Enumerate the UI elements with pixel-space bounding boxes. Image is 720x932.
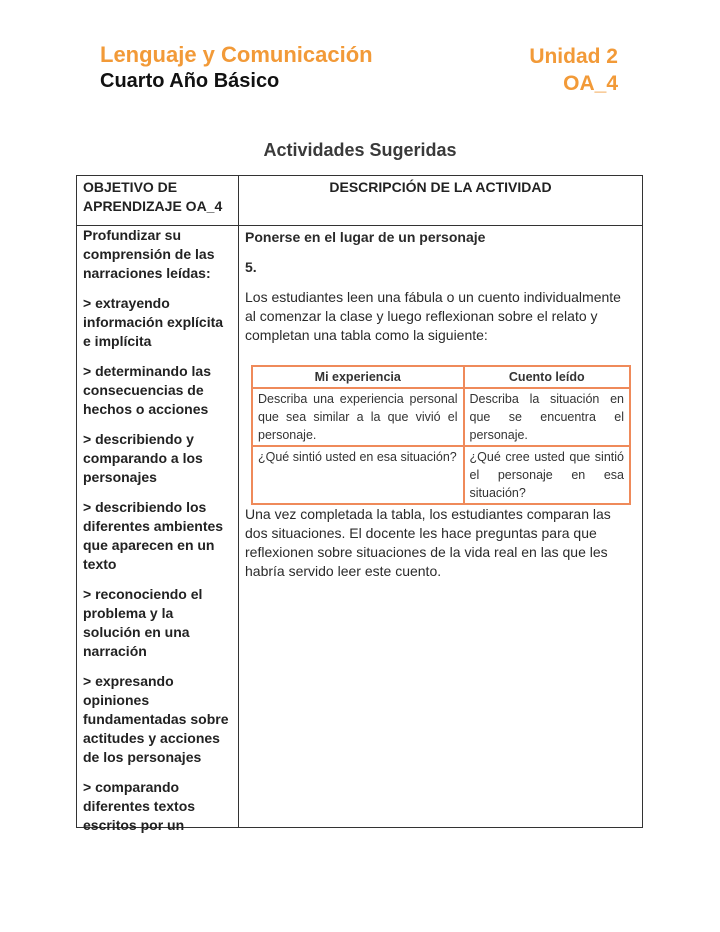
activity-number: 5.	[245, 259, 257, 275]
activity-closing: Una vez completada la tabla, los estudiantes comparan las dos situaciones. El docente les hace preguntas para que reflexionen sobre situaciones de la vida real en las que les habría servido leer este cuento.	[245, 506, 611, 579]
grade-title: Cuarto Año Básico	[100, 70, 280, 92]
activity-intro: Los estudiantes leen una fábula o un cuento individualmente al comenzar la clase y luego reflexionan sobre el relato y completan una tabla como la siguiente:	[245, 289, 621, 343]
description-column-header: DESCRIPCIÓN DE LA ACTIVIDAD	[329, 179, 552, 195]
objective-item: > reconociendo el problema y la solución en una narración	[83, 586, 203, 659]
objective-item: > describiendo los diferentes ambientes que aparecen en un texto	[83, 499, 224, 572]
experience-comparison-table	[251, 365, 631, 505]
objective-item: > expresando opiniones fundamentadas sobre actitudes y acciones de los personajes	[83, 673, 229, 765]
header-story-read: Cuento leído	[464, 366, 630, 388]
objective-cell	[83, 226, 233, 846]
table-cell: ¿Qué cree usted que sintió el personaje en esa situación?	[464, 446, 630, 504]
activity-table	[76, 175, 643, 833]
column-divider	[238, 176, 239, 827]
activity-title: Ponerse en el lugar de un personaje	[245, 229, 486, 245]
table-cell: Describa la situación en que se encuentra el personaje.	[464, 388, 630, 446]
objective-item: > describiendo y comparando a los personajes	[83, 431, 203, 485]
description-cell	[245, 228, 630, 345]
header-my-experience: Mi experiencia	[252, 366, 464, 388]
unit-label: Unidad 2	[529, 45, 618, 68]
objective-intro: Profundizar su comprensión de las narraciones leídas:	[83, 227, 215, 281]
objective-item: > determinando las consecuencias de hechos o acciones	[83, 363, 211, 417]
subject-title: Lenguaje y Comunicación	[100, 42, 373, 67]
objective-item: > extrayendo información explícita e implícita	[83, 295, 224, 349]
objective-column-header: OBJETIVO DE APRENDIZAJE OA_4	[83, 179, 223, 214]
table-cell: Describa una experiencia personal que sea similar a la que vivió el personaje.	[252, 388, 464, 446]
oa-label: OA_4	[563, 72, 618, 95]
table-cell: ¿Qué sintió usted en esa situación?	[252, 446, 464, 504]
objective-item: > comparando diferentes textos escritos por un	[83, 779, 196, 833]
section-title: Actividades Sugeridas	[263, 140, 457, 160]
